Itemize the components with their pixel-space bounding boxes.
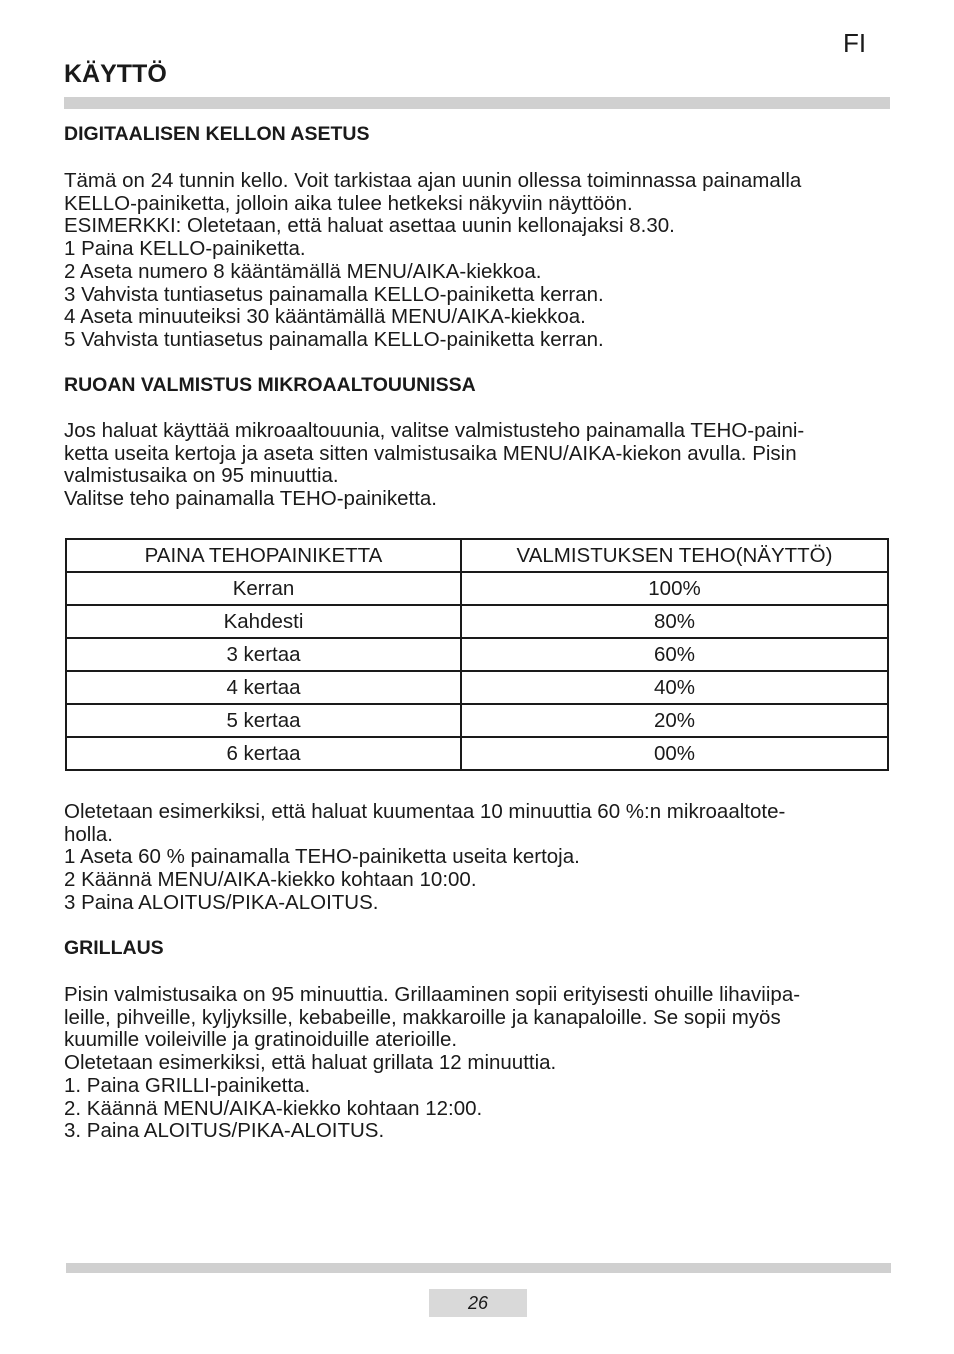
power-table <box>65 538 889 771</box>
microwave-example-text <box>64 801 894 915</box>
table-row <box>66 737 888 770</box>
text-line: kuumille voileiville ja gratinoiduille aterioille. <box>64 1028 458 1052</box>
text-line: leille, pihveille, kyljyksille, kebabeille, makkaroille ja kanapaloille. Se sopii myös <box>64 1005 781 1029</box>
press-count-cell: 5 kertaa <box>66 704 461 737</box>
text-line: ketta useita kertoja ja aseta sitten valmistusaika MENU/AIKA-kiekon avulla. Pisin <box>64 441 797 465</box>
column-header: VALMISTUKSEN TEHO(NÄYTTÖ) <box>461 539 888 572</box>
text-line: 4 Aseta minuuteiksi 30 kääntämällä MENU/AIKA-kiekkoa. <box>64 305 586 329</box>
table-row <box>66 704 888 737</box>
text-line: Valitse teho painamalla TEHO-painiketta. <box>64 487 437 511</box>
text-line: Jos haluat käyttää mikroaaltouunia, valitse valmistusteho painamalla TEHO-paini- <box>64 419 805 442</box>
text-line: 3 Vahvista tuntiasetus painamalla KELLO-painiketta kerran. <box>64 282 604 306</box>
language-code: FI <box>843 28 867 58</box>
press-count-cell: 4 kertaa <box>66 671 461 704</box>
table-row <box>66 638 888 671</box>
bottom-divider <box>66 1263 891 1273</box>
text-line: valmistusaika on 95 minuuttia. <box>64 464 339 488</box>
page-number <box>429 1289 527 1317</box>
text-line: Pisin valmistusaika on 95 minuuttia. Grillaaminen sopii erityisesti ohuille lihaviipa- <box>64 983 801 1006</box>
press-count-cell: Kahdesti <box>66 605 461 638</box>
table-row <box>66 671 888 704</box>
grill-heading: GRILLAUS <box>64 937 164 959</box>
text-line: ESIMERKKI: Oletetaan, että haluat asettaa uunin kellonajaksi 8.30. <box>64 214 675 238</box>
text-line: Oletetaan esimerkiksi, että haluat grillata 12 minuuttia. <box>64 1051 557 1075</box>
text-line: 2. Käännä MENU/AIKA-kiekko kohtaan 12:00. <box>64 1096 483 1120</box>
top-divider <box>64 97 890 109</box>
page-number-label: 26 <box>467 1292 489 1313</box>
text-line: 2 Aseta numero 8 kääntämällä MENU/AIKA-kiekkoa. <box>64 259 542 283</box>
text-line: 2 Käännä MENU/AIKA-kiekko kohtaan 10:00. <box>64 868 477 892</box>
press-count-cell: 6 kertaa <box>66 737 461 770</box>
text-line: Oletetaan esimerkiksi, että haluat kuumentaa 10 minuuttia 60 %:n mikroaaltote- <box>64 800 786 823</box>
text-line: KELLO-painiketta, jolloin aika tulee hetkeksi näkyviin näyttöön. <box>64 191 633 215</box>
power-level-cell: 20% <box>461 704 888 737</box>
table-row <box>66 572 888 605</box>
power-level-cell: 00% <box>461 737 888 770</box>
text-line: 1 Paina KELLO-painiketta. <box>64 237 306 261</box>
text-line: holla. <box>64 822 114 846</box>
power-level-cell: 40% <box>461 671 888 704</box>
power-level-cell: 80% <box>461 605 888 638</box>
text-line: 1. Paina GRILLI-painiketta. <box>64 1073 311 1097</box>
grill-text <box>64 984 894 1143</box>
text-line: 5 Vahvista tuntiasetus painamalla KELLO-painiketta kerran. <box>64 327 604 351</box>
table-header-row <box>66 539 888 572</box>
microwave-text <box>64 420 894 511</box>
text-line: 3 Paina ALOITUS/PIKA-ALOITUS. <box>64 890 379 914</box>
column-header: PAINA TEHOPAINIKETTA <box>66 539 461 572</box>
power-level-cell: 100% <box>461 572 888 605</box>
power-level-cell: 60% <box>461 638 888 671</box>
clock-heading: DIGITAALISEN KELLON ASETUS <box>64 123 370 145</box>
text-line: 3. Paina ALOITUS/PIKA-ALOITUS. <box>64 1119 385 1143</box>
microwave-heading: RUOAN VALMISTUS MIKROAALTOUUNISSA <box>64 374 476 396</box>
page-title: KÄYTTÖ <box>64 60 167 88</box>
text-line: Tämä on 24 tunnin kello. Voit tarkistaa ajan uunin ollessa toiminnassa painamalla <box>64 169 802 192</box>
press-count-cell: 3 kertaa <box>66 638 461 671</box>
text-line: 1 Aseta 60 % painamalla TEHO-painiketta useita kertoja. <box>64 845 580 869</box>
table-row <box>66 605 888 638</box>
clock-text <box>64 170 894 352</box>
press-count-cell: Kerran <box>66 572 461 605</box>
